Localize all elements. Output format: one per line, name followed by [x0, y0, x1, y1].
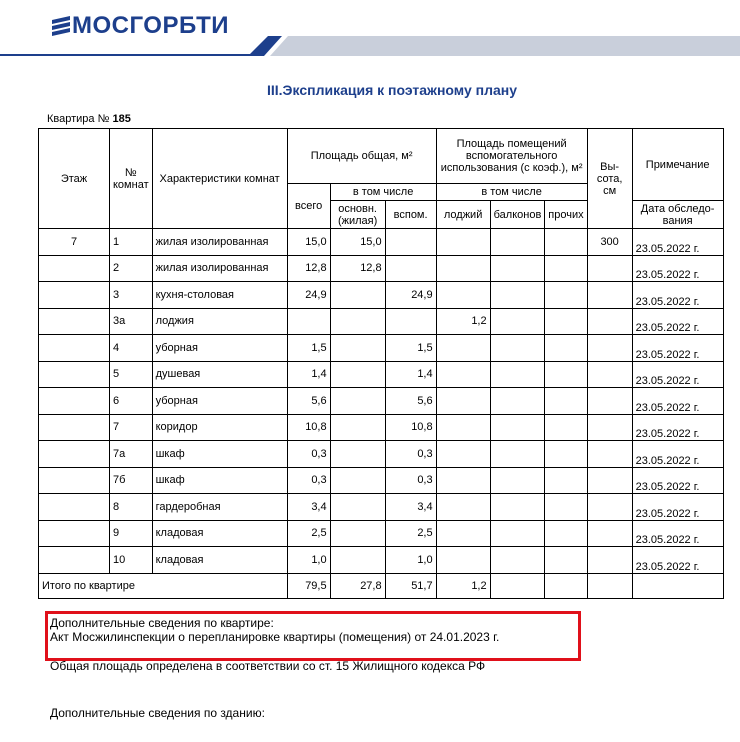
row-survey-date: 23.05.2022 г.	[632, 414, 723, 441]
table-row	[39, 229, 724, 256]
header-floor: Этаж	[39, 129, 110, 229]
row-floor	[39, 467, 110, 494]
explication-table	[38, 128, 724, 599]
row-total-area	[287, 308, 330, 335]
area-basis-text: Общая площадь определена в соответствии со ст. 15 Жилищного кодекса РФ	[50, 659, 486, 673]
apartment-label-text: Квартира №	[47, 113, 110, 125]
row-loggia	[436, 361, 490, 388]
row-balcony	[490, 494, 545, 521]
row-loggia	[436, 282, 490, 309]
row-aux-area: 1,0	[385, 547, 436, 574]
row-balcony	[490, 308, 545, 335]
header-height: Вы-сота, см	[587, 129, 632, 229]
row-room-number: 7	[110, 414, 153, 441]
row-aux-area: 10,8	[385, 414, 436, 441]
row-aux-area: 24,9	[385, 282, 436, 309]
header-band	[0, 36, 740, 56]
row-other	[545, 414, 587, 441]
logo-mark-icon	[52, 16, 70, 36]
header-aux-use-area: Площадь помещений вспомогательного использования (с коэф.), м²	[436, 129, 587, 184]
table-row	[39, 414, 724, 441]
row-aux-area: 0,3	[385, 441, 436, 468]
row-height	[587, 308, 632, 335]
row-floor	[39, 335, 110, 362]
row-floor	[39, 308, 110, 335]
row-main-area	[330, 414, 385, 441]
row-aux-area	[385, 229, 436, 256]
header-survey-date: Дата обследо-вания	[632, 201, 723, 229]
total-label: Итого по квартире	[39, 573, 288, 598]
row-room-number: 1	[110, 229, 153, 256]
row-survey-date: 23.05.2022 г.	[632, 229, 723, 256]
row-floor	[39, 282, 110, 309]
row-total-area: 3,4	[287, 494, 330, 521]
row-main-area: 15,0	[330, 229, 385, 256]
row-survey-date: 23.05.2022 г.	[632, 467, 723, 494]
row-main-area	[330, 520, 385, 547]
row-room-name: жилая изолированная	[152, 255, 287, 282]
row-balcony	[490, 229, 545, 256]
row-floor	[39, 547, 110, 574]
row-room-name: кухня-столовая	[152, 282, 287, 309]
row-survey-date: 23.05.2022 г.	[632, 547, 723, 574]
row-total-area: 1,5	[287, 335, 330, 362]
row-floor	[39, 361, 110, 388]
row-room-number: 4	[110, 335, 153, 362]
row-loggia	[436, 467, 490, 494]
table-row	[39, 308, 724, 335]
logo-text: МОСГОРБТИ	[72, 12, 230, 39]
header-note: Примечание	[632, 129, 723, 201]
total-height	[587, 573, 632, 598]
row-survey-date: 23.05.2022 г.	[632, 441, 723, 468]
row-room-number: 7б	[110, 467, 153, 494]
row-aux-area: 5,6	[385, 388, 436, 415]
row-room-number: 8	[110, 494, 153, 521]
row-room-name: кладовая	[152, 547, 287, 574]
row-room-number: 10	[110, 547, 153, 574]
table-row	[39, 361, 724, 388]
row-aux-area: 1,4	[385, 361, 436, 388]
row-aux-area	[385, 255, 436, 282]
row-survey-date: 23.05.2022 г.	[632, 388, 723, 415]
apartment-info-text: Акт Мосжилинспекции о перепланировке квартиры (помещения) от 24.01.2023 г.	[50, 630, 500, 644]
row-room-number: 5	[110, 361, 153, 388]
total-loggia: 1,2	[436, 573, 490, 598]
row-loggia	[436, 229, 490, 256]
row-loggia	[436, 255, 490, 282]
row-height	[587, 282, 632, 309]
row-main-area	[330, 282, 385, 309]
row-room-name: жилая изолированная	[152, 229, 287, 256]
row-aux-area	[385, 308, 436, 335]
row-loggia	[436, 388, 490, 415]
row-balcony	[490, 441, 545, 468]
row-room-number: 3а	[110, 308, 153, 335]
row-balcony	[490, 547, 545, 574]
document-title: III.Экспликация к поэтажному плану	[266, 82, 518, 98]
apartment-info-label: Дополнительные сведения по квартире:	[50, 616, 274, 630]
row-survey-date: 23.05.2022 г.	[632, 308, 723, 335]
total-row	[39, 573, 724, 598]
row-other	[545, 467, 587, 494]
row-other	[545, 255, 587, 282]
row-other	[545, 388, 587, 415]
row-survey-date: 23.05.2022 г.	[632, 335, 723, 362]
row-height	[587, 441, 632, 468]
row-room-name: коридор	[152, 414, 287, 441]
header-room-number: № комнат	[110, 129, 153, 229]
row-balcony	[490, 282, 545, 309]
apartment-label	[47, 113, 131, 125]
row-main-area	[330, 441, 385, 468]
table-row	[39, 441, 724, 468]
row-height	[587, 361, 632, 388]
row-other	[545, 547, 587, 574]
row-other	[545, 335, 587, 362]
row-other	[545, 229, 587, 256]
total-balcony	[490, 573, 545, 598]
row-loggia	[436, 414, 490, 441]
row-room-number: 9	[110, 520, 153, 547]
total-note	[632, 573, 723, 598]
row-room-name: гардеробная	[152, 494, 287, 521]
header-auxiliary: вспом.	[385, 201, 436, 229]
row-loggia: 1,2	[436, 308, 490, 335]
row-height	[587, 414, 632, 441]
header-balconies: балконов	[490, 201, 545, 229]
row-aux-area: 0,3	[385, 467, 436, 494]
row-height	[587, 467, 632, 494]
row-balcony	[490, 255, 545, 282]
row-total-area: 0,3	[287, 467, 330, 494]
total-area: 79,5	[287, 573, 330, 598]
row-room-number: 3	[110, 282, 153, 309]
row-survey-date: 23.05.2022 г.	[632, 282, 723, 309]
row-room-name: лоджия	[152, 308, 287, 335]
row-other	[545, 308, 587, 335]
row-main-area	[330, 494, 385, 521]
row-room-name: кладовая	[152, 520, 287, 547]
table-row	[39, 255, 724, 282]
row-loggia	[436, 335, 490, 362]
row-room-number: 6	[110, 388, 153, 415]
row-room-name: шкаф	[152, 467, 287, 494]
table-row	[39, 335, 724, 362]
row-survey-date: 23.05.2022 г.	[632, 255, 723, 282]
row-floor	[39, 414, 110, 441]
row-floor	[39, 520, 110, 547]
table-row	[39, 547, 724, 574]
row-total-area: 24,9	[287, 282, 330, 309]
table-row	[39, 467, 724, 494]
row-height	[587, 388, 632, 415]
row-other	[545, 520, 587, 547]
row-main-area: 12,8	[330, 255, 385, 282]
row-survey-date: 23.05.2022 г.	[632, 520, 723, 547]
header-other: прочих	[545, 201, 587, 229]
table-row	[39, 494, 724, 521]
row-room-name: уборная	[152, 335, 287, 362]
header	[0, 0, 740, 60]
table-row	[39, 388, 724, 415]
row-floor	[39, 441, 110, 468]
row-total-area: 15,0	[287, 229, 330, 256]
total-aux: 51,7	[385, 573, 436, 598]
row-loggia	[436, 494, 490, 521]
total-other	[545, 573, 587, 598]
row-aux-area: 2,5	[385, 520, 436, 547]
row-floor	[39, 494, 110, 521]
row-floor	[39, 388, 110, 415]
row-balcony	[490, 520, 545, 547]
row-height: 300	[587, 229, 632, 256]
header-loggias: лоджий	[436, 201, 490, 229]
row-total-area: 0,3	[287, 441, 330, 468]
row-other	[545, 494, 587, 521]
row-main-area	[330, 388, 385, 415]
row-room-number: 2	[110, 255, 153, 282]
row-balcony	[490, 361, 545, 388]
header-including-aux: в том числе	[436, 184, 587, 201]
apartment-number: 185	[112, 113, 131, 125]
row-room-number: 7а	[110, 441, 153, 468]
row-height	[587, 494, 632, 521]
row-balcony	[490, 388, 545, 415]
row-other	[545, 282, 587, 309]
row-room-name: душевая	[152, 361, 287, 388]
header-main-living: основн. (жилая)	[330, 201, 385, 229]
row-main-area	[330, 467, 385, 494]
row-balcony	[490, 335, 545, 362]
row-room-name: шкаф	[152, 441, 287, 468]
row-aux-area: 3,4	[385, 494, 436, 521]
row-main-area	[330, 361, 385, 388]
row-loggia	[436, 520, 490, 547]
row-main-area	[330, 547, 385, 574]
building-info-label: Дополнительные сведения по зданию:	[50, 706, 265, 720]
row-total-area: 1,0	[287, 547, 330, 574]
row-survey-date: 23.05.2022 г.	[632, 361, 723, 388]
row-balcony	[490, 414, 545, 441]
row-loggia	[436, 547, 490, 574]
row-survey-date: 23.05.2022 г.	[632, 494, 723, 521]
row-other	[545, 361, 587, 388]
logo	[52, 14, 229, 38]
row-height	[587, 547, 632, 574]
row-floor: 7	[39, 229, 110, 256]
row-height	[587, 255, 632, 282]
table-row	[39, 520, 724, 547]
row-other	[545, 441, 587, 468]
row-height	[587, 520, 632, 547]
row-main-area	[330, 308, 385, 335]
row-height	[587, 335, 632, 362]
row-total-area: 2,5	[287, 520, 330, 547]
header-total-area: Площадь общая, м²	[287, 129, 436, 184]
row-total-area: 1,4	[287, 361, 330, 388]
header-all: всего	[287, 184, 330, 229]
row-main-area	[330, 335, 385, 362]
row-loggia	[436, 441, 490, 468]
row-aux-area: 1,5	[385, 335, 436, 362]
row-total-area: 5,6	[287, 388, 330, 415]
row-total-area: 10,8	[287, 414, 330, 441]
header-characteristics: Характеристики комнат	[152, 129, 287, 229]
row-total-area: 12,8	[287, 255, 330, 282]
total-main: 27,8	[330, 573, 385, 598]
row-floor	[39, 255, 110, 282]
row-balcony	[490, 467, 545, 494]
table-row	[39, 282, 724, 309]
row-room-name: уборная	[152, 388, 287, 415]
header-including: в том числе	[330, 184, 436, 201]
